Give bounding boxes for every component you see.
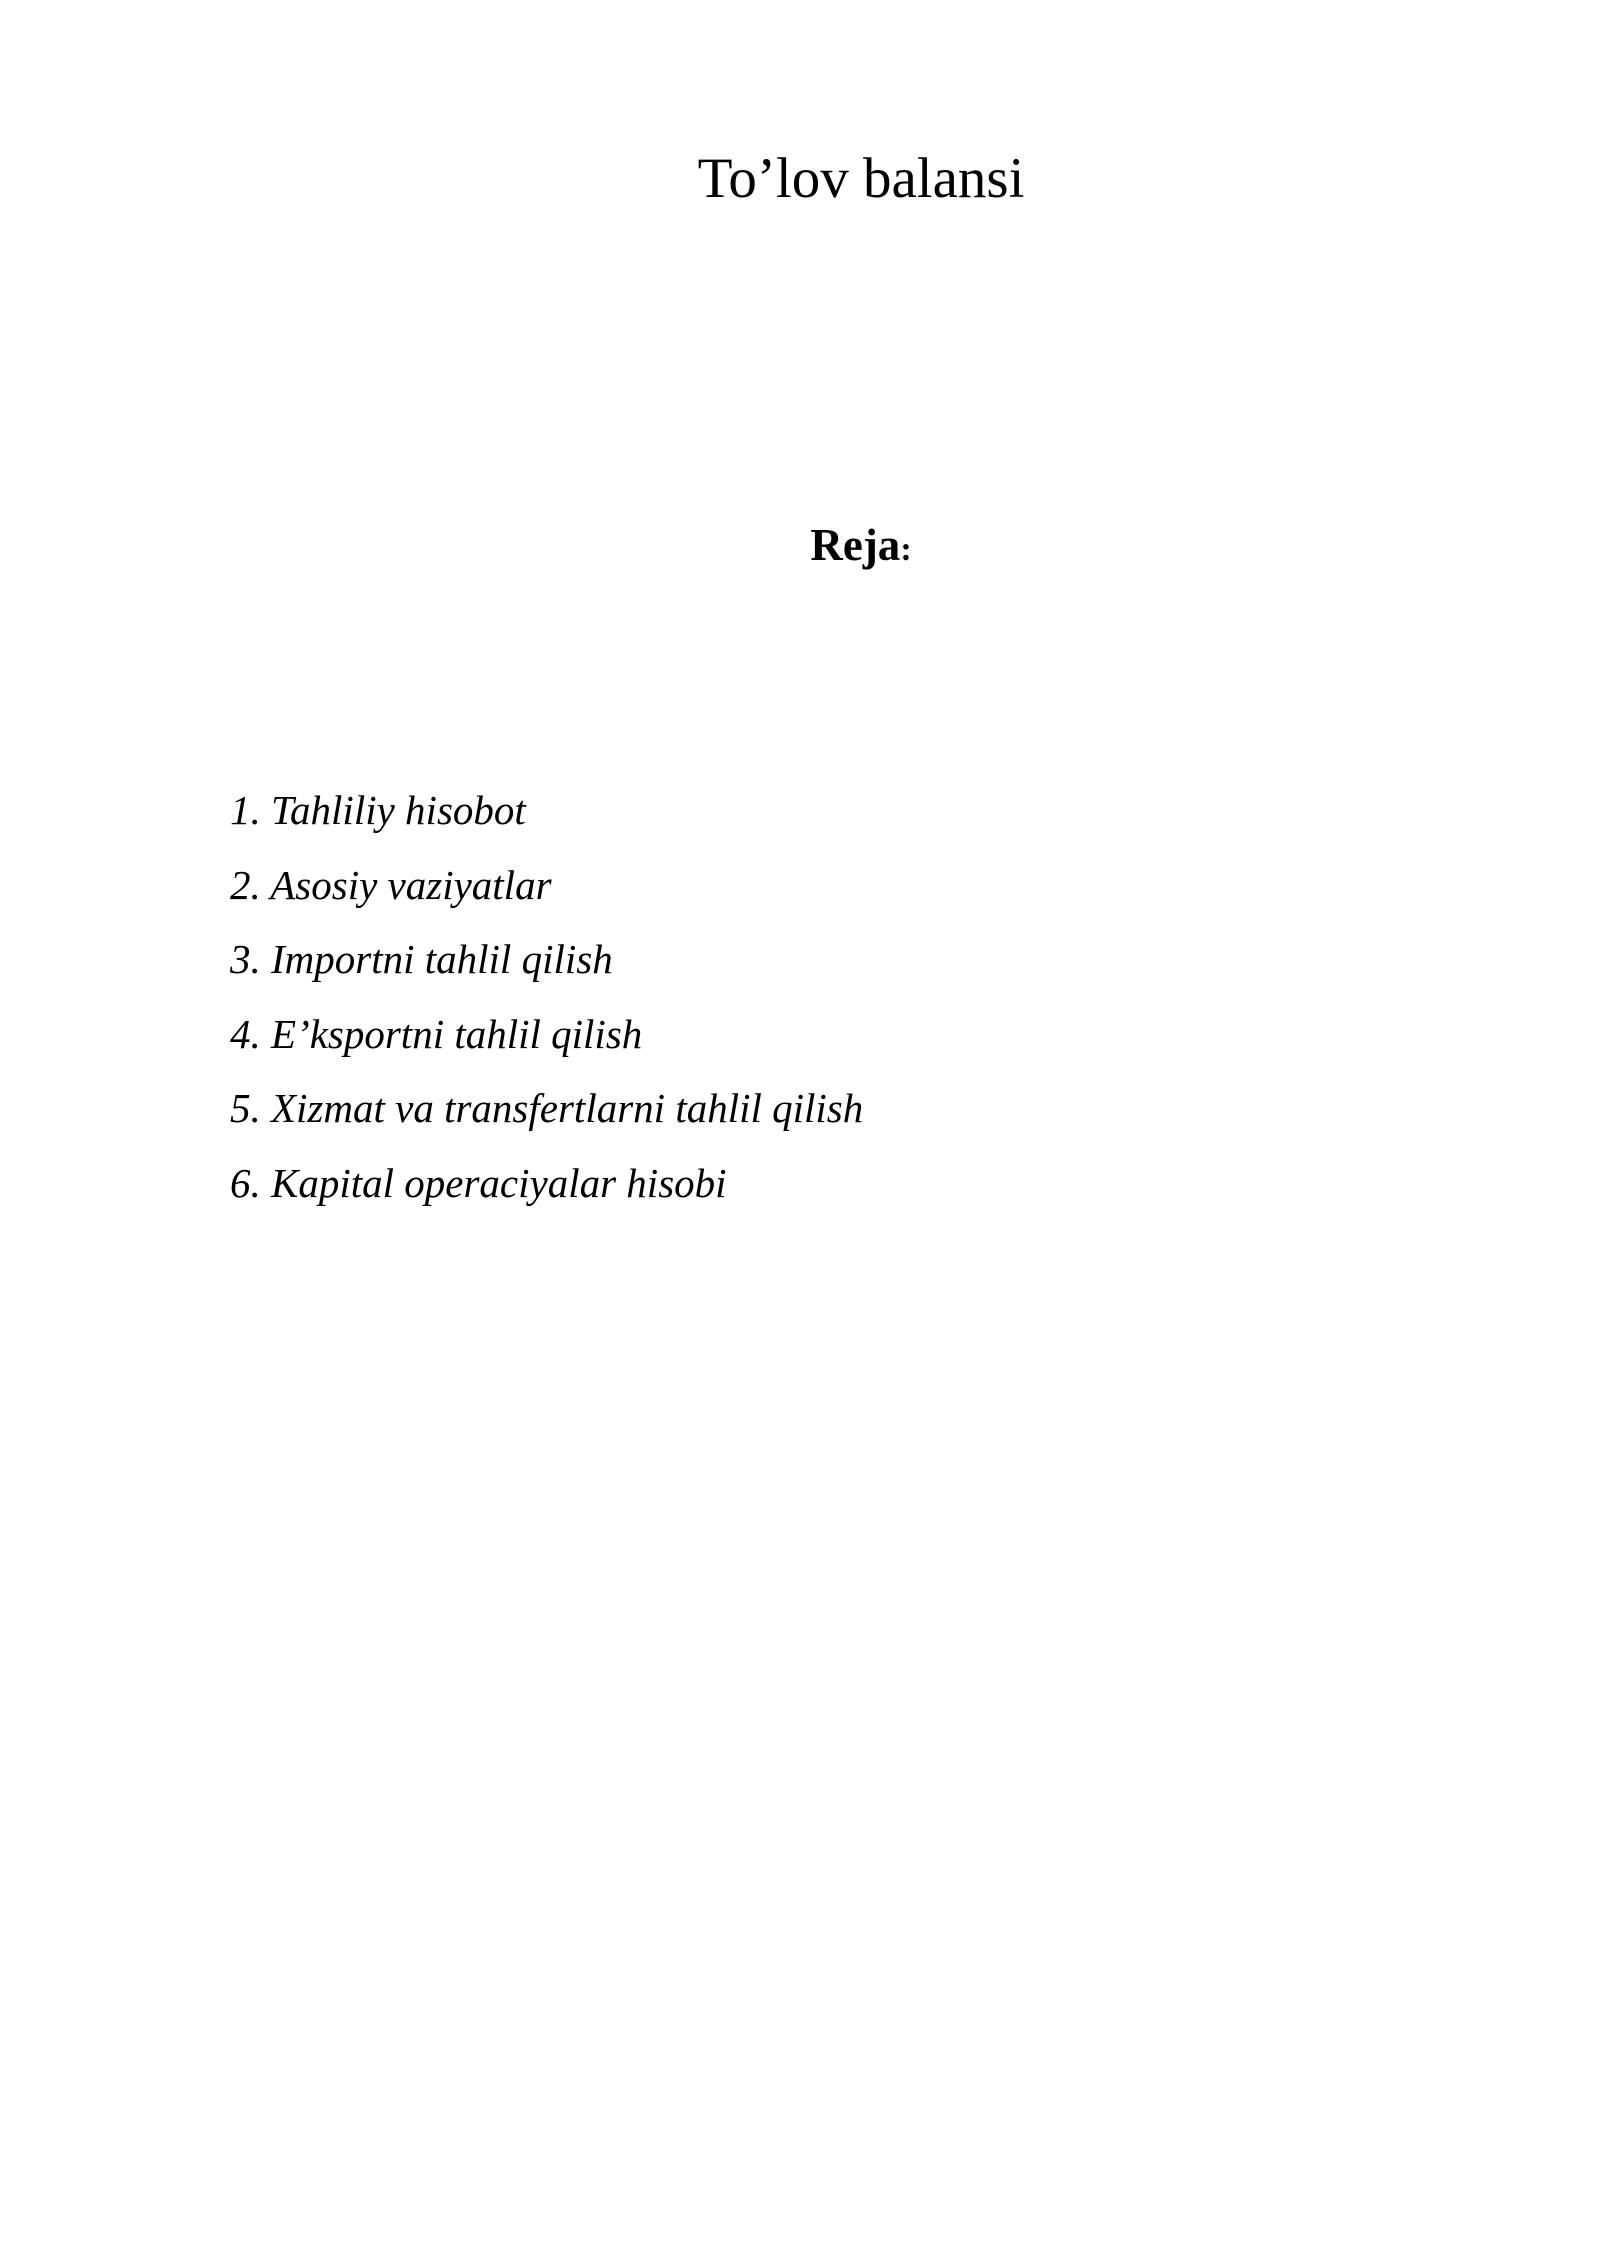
- plan-heading-colon: :: [900, 531, 912, 568]
- plan-item: 4. E’ksportni tahlil qilish: [230, 1010, 643, 1057]
- plan-list: [230, 773, 863, 1220]
- plan-item: 3. Importni tahlil qilish: [230, 936, 613, 982]
- plan-item: 6. Kapital operaciyalar hisobi: [230, 1159, 727, 1206]
- document-title: To’lov balansi: [697, 147, 1025, 210]
- plan-item: 1. Tahliliy hisobot: [230, 787, 526, 833]
- plan-heading: [0, 520, 1600, 570]
- plan-item: 2. Asosiy vaziyatlar: [230, 861, 552, 908]
- plan-heading-label: Reja: [810, 520, 901, 570]
- plan-item: 5. Xizmat va transfertlarni tahlil qilish: [230, 1085, 864, 1131]
